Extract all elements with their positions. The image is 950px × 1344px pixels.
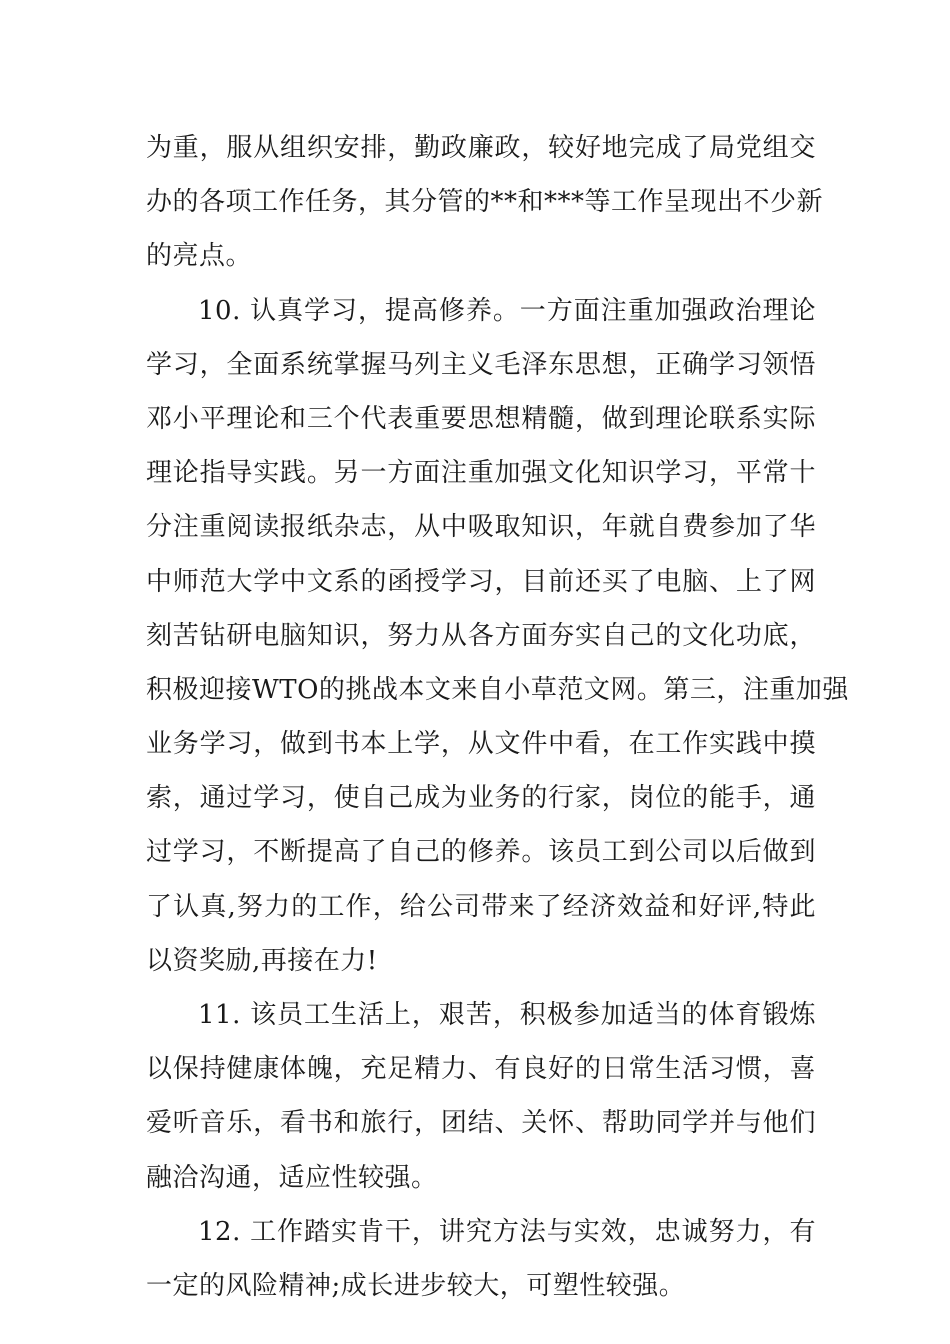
text-line: 邓小平理论和三个代表重要思想精髓，做到理论联系实际 — [146, 403, 816, 434]
text-line: 刻苦钻研电脑知识，努力从各方面夯实自己的文化功底， — [146, 620, 816, 651]
text-line: 一定的风险精神;成长进步较大，可塑性较强。 — [146, 1270, 686, 1301]
text-line: 业务学习，做到书本上学，从文件中看，在工作实践中摸 — [146, 729, 816, 760]
text-line: 融洽沟通，适应性较强。 — [146, 1162, 438, 1193]
document-body — [146, 121, 849, 1313]
text-line: 积极迎接WTO的挑战本文来自小草范文网。第三，注重加强 — [146, 674, 849, 705]
text-line: 为重，服从组织安排，勤政廉政，较好地完成了局党组交 — [146, 133, 816, 163]
item-10-heading-line: 10. 认真学习，提高修养。一方面注重加强政治理论 — [198, 295, 816, 326]
text-line: 了认真,努力的工作，给公司带来了经济效益和好评,特此 — [146, 891, 816, 922]
text-line: 办的各项工作任务，其分管的**和***等工作呈现出不少新 — [146, 187, 824, 218]
text-line: 中师范大学中文系的函授学习，目前还买了电脑、上了网 — [146, 566, 816, 597]
text-line: 索，通过学习，使自己成为业务的行家，岗位的能手，通 — [146, 783, 816, 814]
text-line: 分注重阅读报纸杂志，从中吸取知识，年就自费参加了华 — [146, 512, 816, 543]
item-12-heading-line: 12. 工作踏实肯干，讲究方法与实效，忠诚努力，有 — [198, 1216, 816, 1247]
text-line: 过学习，不断提高了自己的修养。该员工到公司以后做到 — [146, 837, 816, 868]
text-line: 以资奖励,再接在力! — [146, 945, 378, 976]
text-line: 的亮点。 — [146, 241, 253, 272]
text-line: 理论指导实践。另一方面注重加强文化知识学习，平常十 — [146, 458, 816, 489]
text-line: 学习，全面系统掌握马列主义毛泽东思想，正确学习领悟 — [146, 349, 816, 380]
text-line: 以保持健康体魄，充足精力、有良好的日常生活习惯，喜 — [146, 1054, 816, 1085]
text-line: 爱听音乐，看书和旅行，团结、关怀、帮助同学并与他们 — [146, 1108, 816, 1139]
item-11-heading-line: 11. 该员工生活上，艰苦，积极参加适当的体育锻炼 — [198, 1000, 816, 1030]
